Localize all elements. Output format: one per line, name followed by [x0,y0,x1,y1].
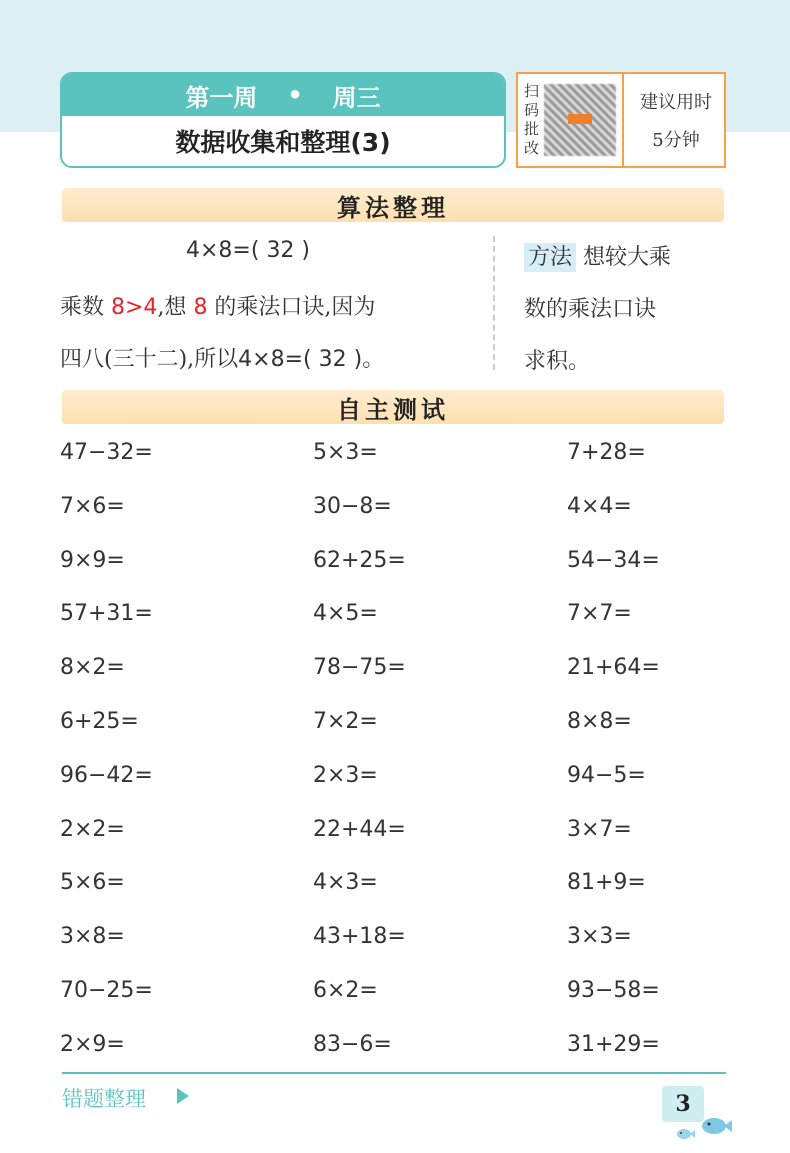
practice-problem: 4×3= [313,870,378,896]
mistake-review-label: 错题整理 [62,1087,146,1111]
method-section-title: 算法整理 [62,188,724,222]
practice-problem: 22+44= [313,816,406,842]
suggested-time [626,74,726,166]
practice-problem: 7×2= [313,709,378,734]
text-span: 的乘法口诀,因为 [207,295,376,320]
practice-problem: 8×8= [567,709,632,734]
dashed-divider [493,236,495,370]
example-equation-inline: 4×8=( 32 ) [238,347,363,372]
practice-problem: 2×3= [313,762,378,788]
practice-problem: 3×7= [567,816,632,842]
lesson-header [60,72,506,168]
scan-label-char: 改 [524,139,540,157]
practice-problem: 5×3= [313,440,378,465]
practice-problem: 4×5= [313,601,378,627]
practice-problem: 6+25= [60,709,139,734]
scan-label-char: 码 [524,101,540,119]
example-explanation-line1 [60,290,375,321]
week-label: 第一周 [185,83,258,112]
practice-problem: 5×6= [60,870,125,896]
example-explanation-line2 [60,342,384,373]
practice-problem: 3×8= [60,924,125,950]
page-number: 3 [662,1086,704,1122]
practice-problem: 43+18= [313,924,406,950]
lesson-schedule [62,74,504,116]
text-span: ,想 [157,295,194,320]
suggested-time-label: 建议用时 [640,92,712,113]
practice-problem: 93−58= [567,978,660,1003]
practice-problem: 7+28= [567,440,646,465]
practice-problem: 31+29= [567,1031,660,1057]
practice-problem: 96−42= [60,762,153,788]
practice-problem: 78−75= [313,655,406,681]
practice-problem: 6×2= [313,978,378,1003]
practice-problem: 62+25= [313,547,406,573]
highlight-multiplier: 8 [193,295,208,320]
practice-problem: 2×2= [60,816,125,842]
practice-problem: 47−32= [60,440,153,465]
lesson-title: 数据收集和整理(3) [175,128,391,157]
practice-problem: 4×4= [567,493,632,519]
fish-decoration-icon [672,1110,734,1144]
suggested-time-value: 5分钟 [652,130,700,151]
practice-problem: 2×9= [60,1031,125,1057]
scan-grading-box [516,72,726,168]
text-span: 乘数 [60,295,111,320]
practice-problem: 3×3= [567,924,632,950]
practice-problem: 7×7= [567,601,632,627]
practice-problem: 57+31= [60,601,153,627]
text-span: 。 [362,347,385,372]
tip-line1 [524,240,671,271]
practice-problem: 94−5= [567,762,646,788]
practice-problem: 7×6= [60,493,125,519]
text-span: 四八(三十二),所以 [60,347,239,372]
practice-problem: 30−8= [313,493,392,519]
practice-problem: 83−6= [313,1031,392,1057]
text-span: 想较大乘 [576,245,672,270]
qr-center-mark [568,114,592,124]
practice-problem: 21+64= [567,655,660,681]
scan-label-char: 扫 [524,82,540,100]
tip-line2: 数的乘法口诀 [524,297,657,322]
scan-divider [622,74,624,166]
practice-problem: 70−25= [60,978,153,1003]
scan-label [524,82,540,158]
play-arrow-icon [177,1088,189,1104]
tip-line3: 求积。 [524,349,591,374]
practice-problem: 9×9= [60,547,125,573]
scan-label-char: 批 [524,120,540,138]
highlight-comparison: 8>4 [111,295,158,320]
practice-problem: 54−34= [567,547,660,573]
practice-problem: 8×2= [60,655,125,681]
test-section-title: 自主测试 [62,390,724,424]
day-label: 周三 [332,83,381,112]
separator-dot: • [287,81,303,109]
footer-divider [62,1072,726,1074]
method-tag: 方法 [524,243,576,272]
example-equation: 4×8=( 32 ) [186,238,311,263]
practice-problem: 81+9= [567,870,646,896]
